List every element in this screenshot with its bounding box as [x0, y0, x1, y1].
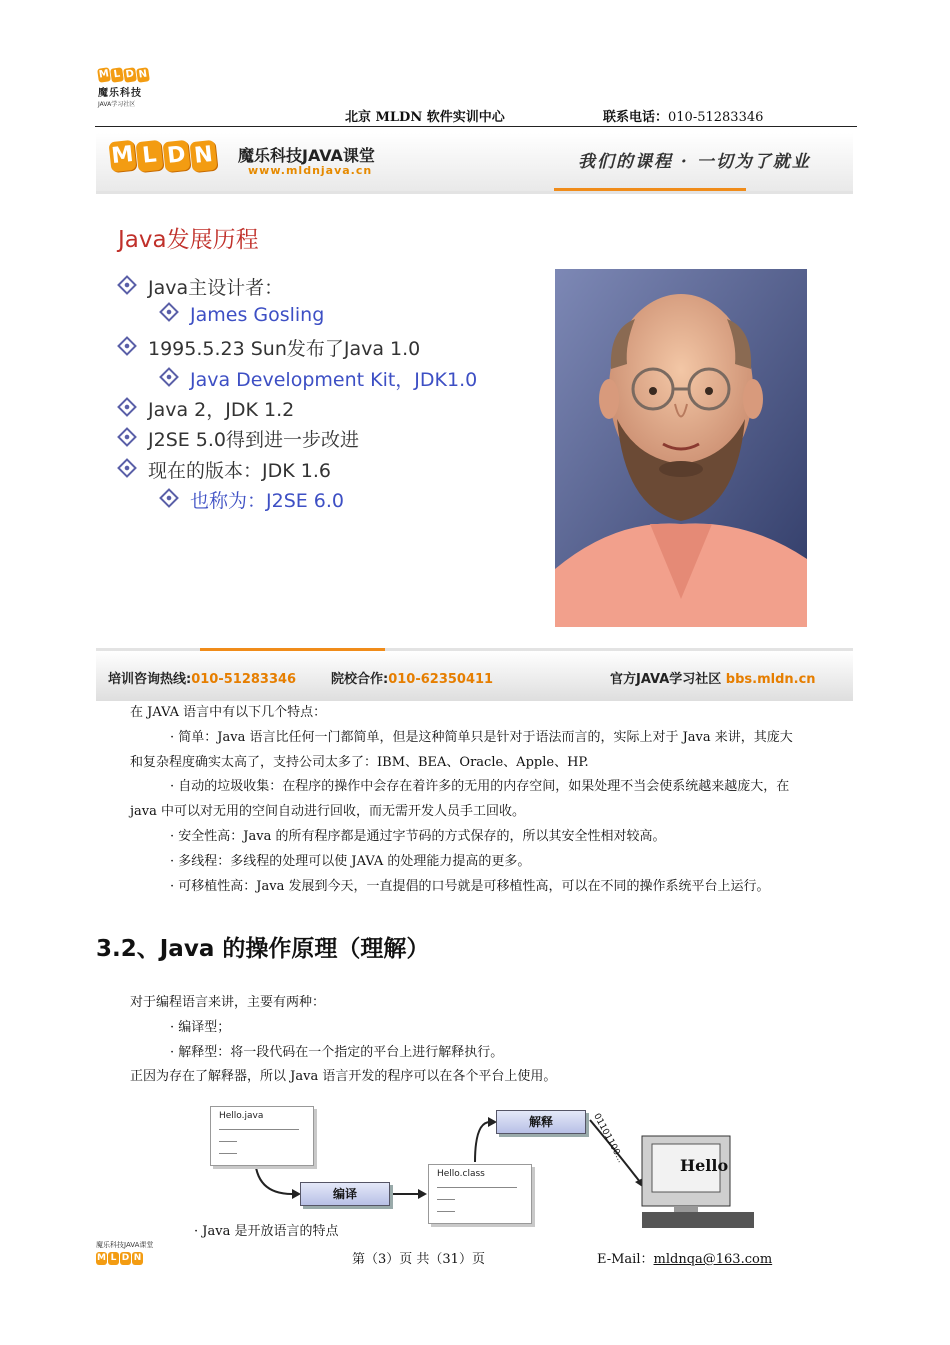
- java-run-diagram: [180, 1096, 780, 1239]
- feature-simple-line2: 和复杂程度确实太高了，支持公司太多了：IBM、BEA、Oracle、Apple、HP.: [130, 755, 589, 770]
- lang-type-interpreted: · 解释型：将一段代码在一个指定的平台上进行解释执行。: [170, 1045, 504, 1060]
- diamond-bullet-icon: [159, 367, 179, 387]
- source-file-icon: [210, 1106, 314, 1166]
- logo-letter: L: [136, 140, 164, 172]
- community-label: 官方JAVA学习社区: [610, 672, 726, 687]
- slide-bullet-item: [120, 334, 420, 361]
- slide-title: Java发展历程: [118, 227, 259, 253]
- email-label: E-Mail：: [597, 1252, 654, 1267]
- diamond-bullet-icon: [117, 275, 137, 295]
- logo-letter: N: [190, 140, 218, 172]
- phone-label: 联系电话：: [603, 110, 669, 125]
- feature-security: · 安全性高：Java 的所有程序都是通过字节码的方式保存的，所以其安全性相对较高。: [170, 829, 666, 844]
- banner-accent-line: [554, 188, 746, 191]
- feature-simple-line1: · 简单：Java 语言比任何一门都简单，但是这种简单只是针对于语法而言的，实际上对于 Java 来讲，其庞大: [170, 730, 793, 745]
- class-file-name: Hello.class: [437, 1169, 485, 1179]
- header-phone: [603, 106, 763, 125]
- slide-footer-bar: [96, 648, 853, 701]
- brand-title: 魔乐科技JAVA课堂: [238, 146, 375, 165]
- slide-bullet-text: Java 2，JDK 1.2: [148, 399, 295, 421]
- phone-number: 010-51283346: [668, 110, 764, 125]
- diamond-bullet-icon: [159, 488, 179, 508]
- logo-letter: M: [97, 67, 111, 83]
- lang-type-compiled: · 编译型；: [170, 1020, 231, 1035]
- conclusion: 正因为存在了解释器，所以 Java 语言开发的程序可以在各个平台上使用。: [130, 1069, 557, 1084]
- slide-bullet-item: [120, 456, 331, 483]
- logo-letter: D: [123, 67, 137, 83]
- feature-multithread: · 多线程：多线程的处理可以使 JAVA 的处理能力提高的更多。: [170, 854, 531, 869]
- slide-bullet-text: James Gosling: [190, 304, 325, 326]
- email-link[interactable]: mldnqa@163.com: [653, 1252, 773, 1267]
- footer-mldn-badge: [96, 1252, 153, 1265]
- cut-off-text: · Java 是开放语言的特点: [194, 1224, 339, 1239]
- logo-letter: L: [108, 1252, 119, 1265]
- mldn-brand-logo: [110, 141, 216, 171]
- bytecode-bits: 01101100...: [591, 1112, 626, 1165]
- slide-bullet-item: [162, 304, 324, 326]
- footer-accent-line: [200, 648, 385, 651]
- brand-slogan: 我们的课程 · 一切为了就业: [578, 152, 811, 172]
- diamond-bullet-icon: [117, 427, 137, 447]
- slide-bullet-text: Java主设计者：: [148, 277, 284, 299]
- cooperation: [331, 668, 493, 687]
- footer-logo: [96, 1240, 153, 1265]
- slide-bullet-item: [120, 425, 359, 452]
- slide-bullet-item: [120, 395, 294, 422]
- slide-banner: [96, 133, 853, 194]
- logo-letter: M: [97, 1253, 106, 1263]
- hotline-label: 培训咨询热线:: [108, 672, 192, 687]
- logo-letter: L: [110, 67, 124, 83]
- slide-bullet-item: [162, 486, 344, 513]
- slide-bullet-text: Java Development Kit，JDK1.0: [190, 369, 478, 391]
- slide-bullet-text: 也称为：J2SE 6.0: [190, 490, 345, 512]
- logo-sub-text: JAVA学习社区: [98, 101, 136, 108]
- slide-bullet-text: J2SE 5.0得到进一步改进: [148, 429, 360, 451]
- header-divider: [95, 126, 857, 127]
- diamond-bullet-icon: [159, 302, 179, 322]
- community-link[interactable]: bbs.mldn.cn: [725, 672, 816, 687]
- slide-image: [96, 133, 853, 698]
- coop-label: 院校合作:: [331, 672, 389, 687]
- diamond-bullet-icon: [117, 336, 137, 356]
- hotline-number: 010-51283346: [191, 672, 297, 687]
- compile-step: 编译: [300, 1182, 390, 1206]
- logo-letter: N: [136, 67, 150, 83]
- diamond-bullet-icon: [117, 397, 137, 417]
- source-file-name: Hello.java: [219, 1111, 264, 1121]
- hotline: [108, 668, 296, 687]
- portrait-photo: [555, 269, 807, 627]
- logo-letter: M: [109, 140, 137, 172]
- footer-email: [597, 1248, 772, 1267]
- header-center-title: 北京 MLDN 软件实训中心: [345, 110, 505, 125]
- features-intro: 在 JAVA 语言中有以下几个特点：: [130, 705, 327, 720]
- coop-number: 010-62350411: [388, 672, 494, 687]
- logo-letter: D: [121, 1253, 130, 1263]
- logo-letter: D: [163, 140, 191, 172]
- lang-intro: 对于编程语言来讲，主要有两种：: [130, 995, 326, 1010]
- interpret-step: 解释: [496, 1110, 586, 1134]
- footer-logo-text: 魔乐科技JAVA课堂: [96, 1241, 154, 1249]
- diamond-bullet-icon: [117, 458, 137, 478]
- feature-gc-line1: · 自动的垃圾收集：在程序的操作中会存在着许多的无用的内存空间，如果处理不当会使系统越来越庞大，在: [170, 779, 790, 794]
- community: [610, 668, 816, 687]
- slide-bullet-item: [120, 273, 283, 300]
- page-indicator: 第（3）页 共（31）页: [352, 1252, 485, 1267]
- mldn-logo-small: [98, 68, 156, 118]
- computer-screen-text: Hello: [680, 1156, 729, 1175]
- feature-gc-line2: java 中可以对无用的空间自动进行回收，而无需开发人员手工回收。: [130, 804, 526, 819]
- brand-url: www.mldnjava.cn: [248, 164, 373, 177]
- slide-bullet-item: [162, 365, 477, 392]
- class-file-icon: [428, 1164, 532, 1224]
- feature-portability: · 可移植性高：Java 发展到今天，一直提倡的口号就是可移植性高，可以在不同的操作系统平台上运行。: [170, 879, 770, 894]
- slide-bullet-text: 现在的版本：JDK 1.6: [148, 460, 331, 482]
- section-heading: 3.2、Java 的操作原理（理解）: [96, 936, 430, 962]
- logo-cn-text: 魔乐科技: [98, 88, 142, 99]
- logo-letter: N: [133, 1253, 142, 1263]
- slide-bullet-text: 1995.5.23 Sun发布了Java 1.0: [148, 338, 421, 360]
- portrait-illustration: [555, 269, 807, 627]
